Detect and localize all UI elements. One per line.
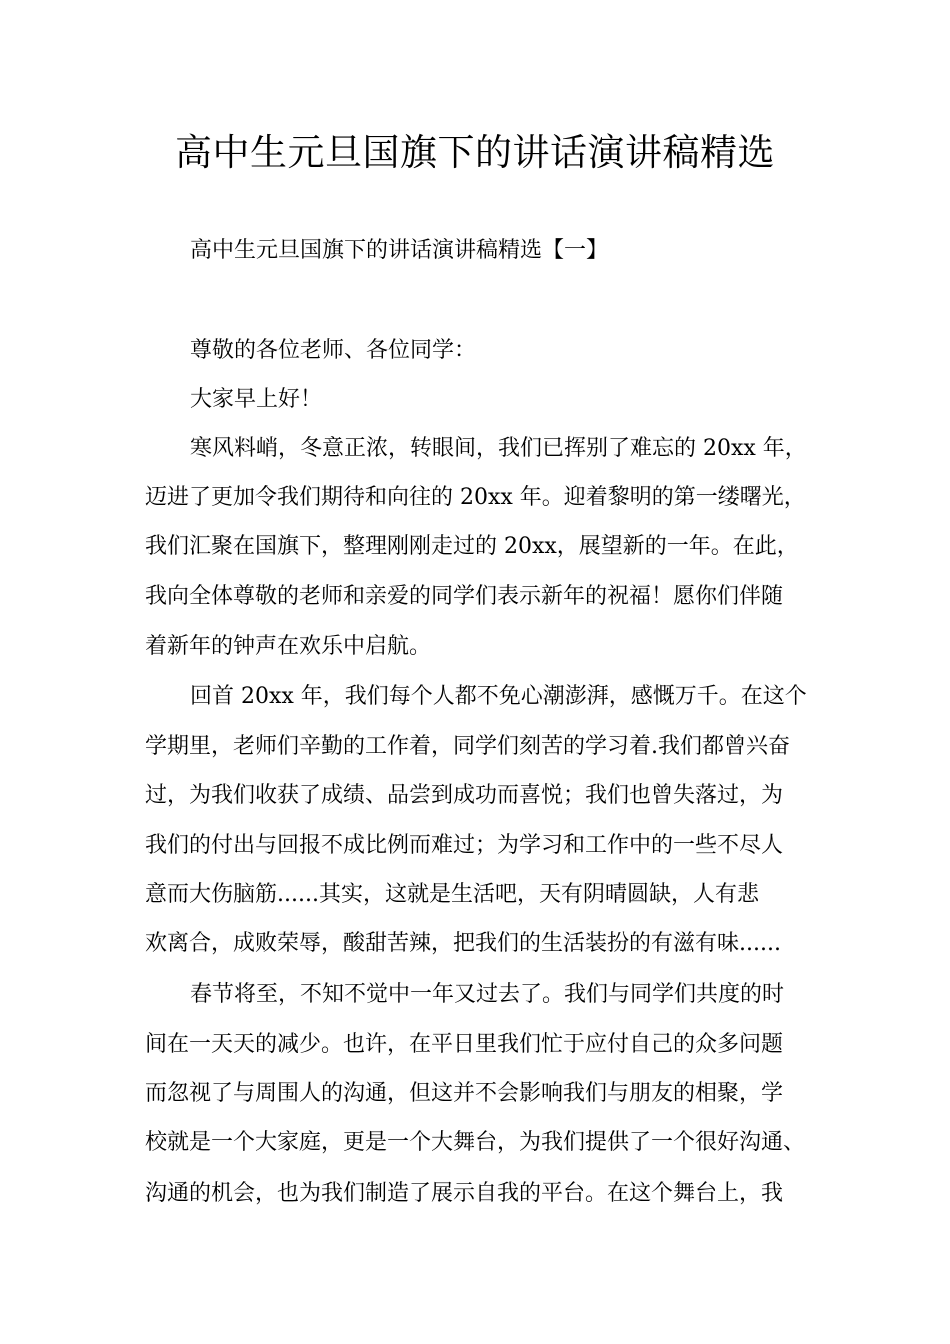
paragraph-3-line-3: 而忽视了与周围人的沟通，但这并不会影响我们与朋友的相聚，学 <box>145 1081 784 1106</box>
paragraph-2-line-5: 意而大伤脑筋......其实，这就是生活吧，天有阴晴圆缺，人有悲 <box>145 882 759 907</box>
paragraph-2-line-2: 学期里，老师们辛勤的工作着，同学们刻苦的学习着.我们都曾兴奋 <box>145 734 790 759</box>
document-title: 高中生元旦国旗下的讲话演讲稿精选 <box>175 131 775 174</box>
paragraph-2-line-6: 欢离合，成败荣辱，酸甜苦辣，把我们的生活装扮的有滋有味...... <box>145 931 781 956</box>
salutation: 尊敬的各位老师、各位同学： <box>190 338 477 363</box>
paragraph-1-line-5: 着新年的钟声在欢乐中启航。 <box>145 634 432 659</box>
greeting: 大家早上好！ <box>190 387 323 412</box>
paragraph-3-line-1: 春节将至，不知不觉中一年又过去了。我们与同学们共度的时 <box>190 982 785 1007</box>
paragraph-3-line-2: 间在一天天的减少。也许，在平日里我们忙于应付自己的众多问题 <box>145 1032 784 1057</box>
paragraph-3-line-5: 沟通的机会，也为我们制造了展示自我的平台。在这个舞台上，我 <box>145 1181 784 1206</box>
paragraph-2-line-3: 过，为我们收获了成绩、品尝到成功而喜悦；我们也曾失落过，为 <box>145 783 784 808</box>
paragraph-1-line-3: 我们汇聚在国旗下，整理刚刚走过的 20xx，展望新的一年。在此， <box>145 534 799 559</box>
paragraph-3-line-4: 校就是一个大家庭，更是一个大舞台，为我们提供了一个很好沟通、 <box>145 1130 806 1155</box>
paragraph-1-line-4: 我向全体尊敬的老师和亲爱的同学们表示新年的祝福！愿你们伴随 <box>145 584 784 609</box>
section-heading: 高中生元旦国旗下的讲话演讲稿精选【一】 <box>190 238 609 263</box>
paragraph-2-line-1: 回首 20xx 年，我们每个人都不免心潮澎湃，感慨万千。在这个 <box>190 684 807 709</box>
paragraph-1-line-1: 寒风料峭，冬意正浓，转眼间，我们已挥别了难忘的 20xx 年， <box>190 436 807 461</box>
paragraph-2-line-4: 我们的付出与回报不成比例而难过；为学习和工作中的一些不尽人 <box>145 833 784 858</box>
paragraph-1-line-2: 迈进了更加令我们期待和向往的 20xx 年。迎着黎明的第一缕曙光， <box>145 485 806 510</box>
